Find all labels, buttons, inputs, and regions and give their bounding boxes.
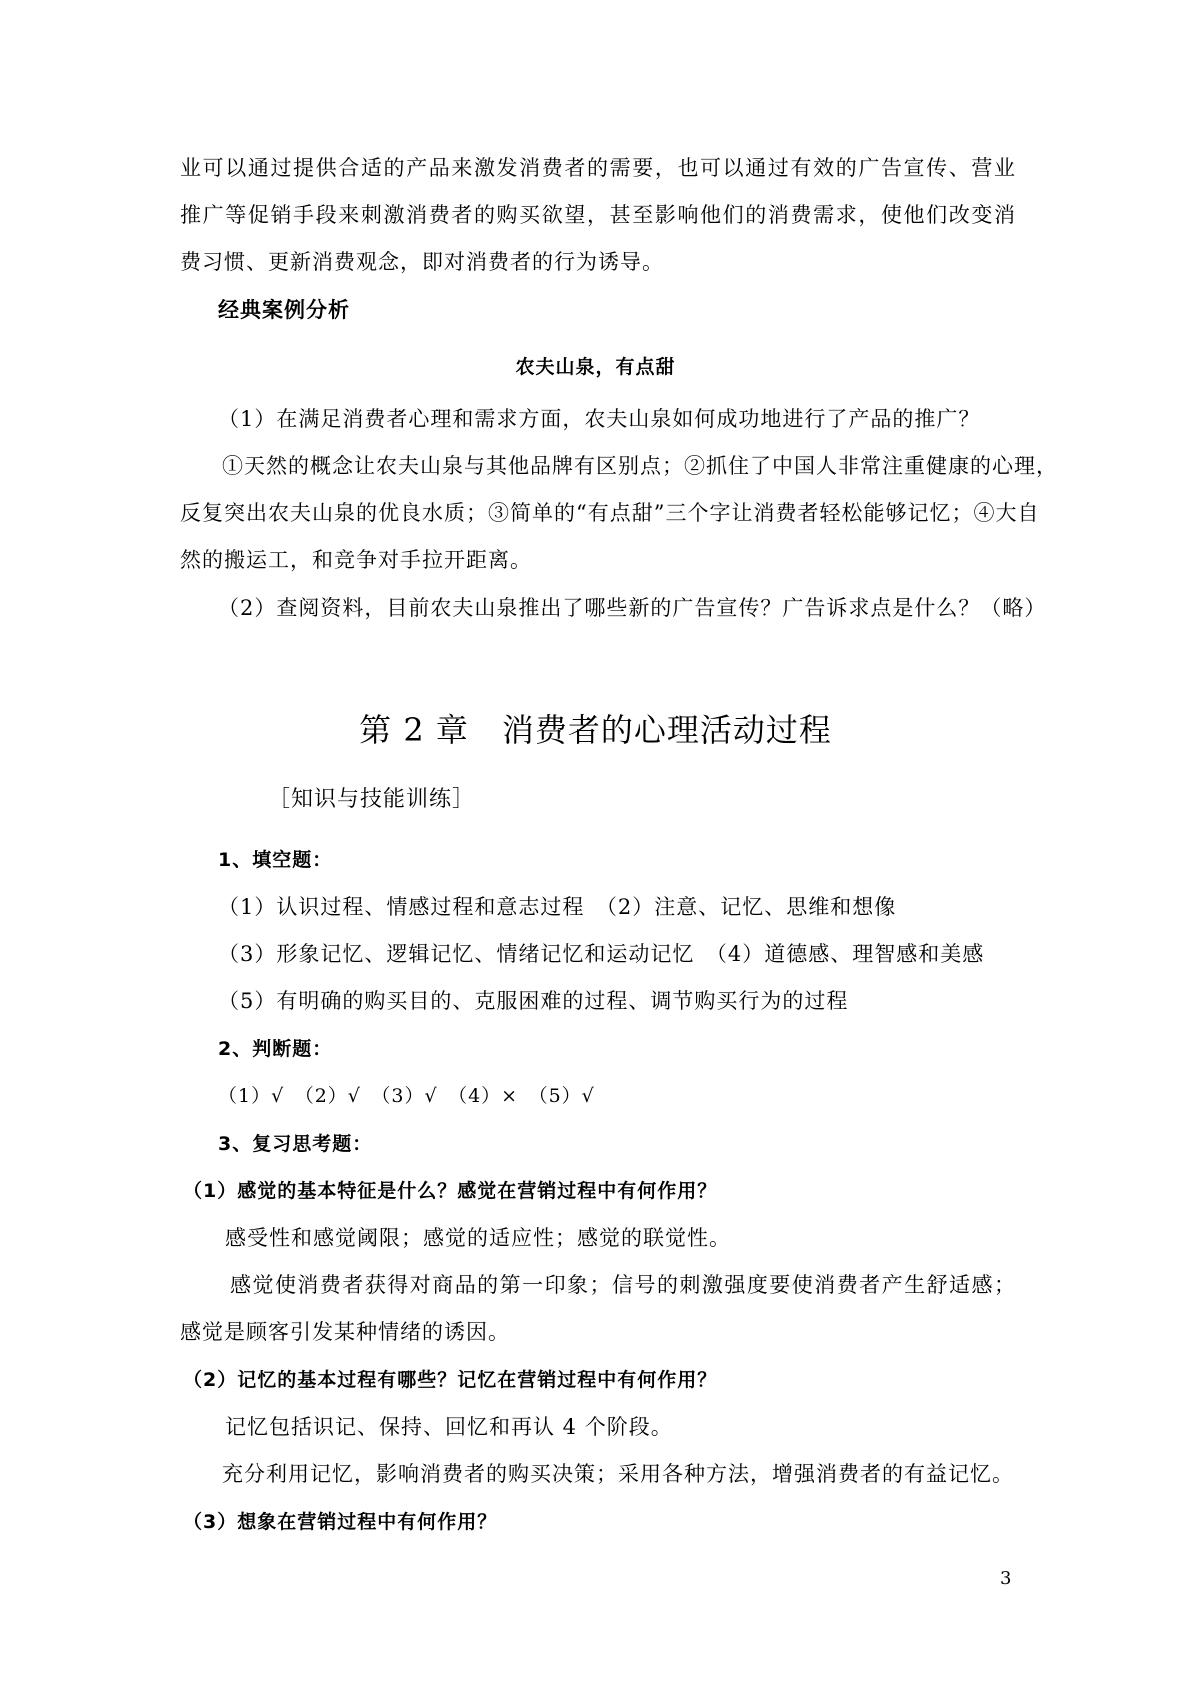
chapter-title: 第 2 章 消费者的心理活动过程 — [359, 711, 832, 749]
case-heading: 经典案例分析 — [218, 298, 350, 322]
review-answer-1-line-1: 感受性和感觉阈限；感觉的适应性；感觉的联觉性。 — [225, 1226, 731, 1250]
review-heading: 3、复习思考题： — [218, 1133, 373, 1155]
review-answer-1-line-3: 感觉是顾客引发某种情绪的诱因。 — [180, 1320, 510, 1344]
judge-heading: 2、判断题： — [218, 1038, 333, 1060]
intro-paragraph-line-2: 推广等促销手段来刺激消费者的购买欲望，甚至影响他们的消费需求，使他们改变消 — [180, 203, 1016, 227]
review-answer-2-line-2: 充分利用记忆，影响消费者的购买决策；采用各种方法，增强消费者的有益记忆。 — [222, 1462, 1014, 1486]
page-number: 3 — [1000, 1568, 1012, 1589]
review-answer-1-line-2: 感觉使消费者获得对商品的第一印象；信号的刺激强度要使消费者产生舒适感； — [230, 1273, 1016, 1297]
fill-blank-heading: 1、填空题： — [218, 849, 333, 871]
case-title: 农夫山泉，有点甜 — [515, 356, 676, 378]
case-answer-1-line-1: ①天然的概念让农夫山泉与其他品牌有区别点；②抓住了中国人非常注重健康的心理， — [222, 454, 1058, 478]
case-question-2: （2）查阅资料，目前农夫山泉推出了哪些新的广告宣传？广告诉求点是什么？（略） — [218, 596, 1047, 620]
fill-blank-line-1: （1）认识过程、情感过程和意志过程 （2）注意、记忆、思维和想像 — [218, 895, 897, 919]
review-answer-2-line-1: 记忆包括识记、保持、回忆和再认 4 个阶段。 — [225, 1415, 673, 1439]
review-question-1: （1）感觉的基本特征是什么？感觉在营销过程中有何作用？ — [183, 1180, 718, 1202]
intro-paragraph-line-1: 业可以通过提供合适的产品来激发消费者的需要，也可以通过有效的广告宣传、营业 — [180, 156, 1016, 180]
intro-paragraph-line-3: 费习惯、更新消费观念，即对消费者的行为诱导。 — [180, 250, 664, 274]
judge-answers: （1）√ （2）√ （3）√ （4）× （5）√ — [218, 1085, 595, 1107]
case-answer-1-line-2: 反复突出农夫山泉的优良水质；③简单的“有点甜”三个字让消费者轻松能够记忆；④大自 — [180, 501, 1040, 525]
case-question-1: （1）在满足消费者心理和需求方面，农夫山泉如何成功地进行了产品的推广？ — [218, 407, 981, 431]
review-question-2: （2）记忆的基本过程有哪些？记忆在营销过程中有何作用？ — [183, 1369, 718, 1391]
case-answer-1-line-3: 然的搬运工，和竞争对手拉开距离。 — [180, 548, 532, 572]
fill-blank-line-2: （3）形象记忆、逻辑记忆、情绪记忆和运动记忆 （4）道德感、理智感和美感 — [218, 942, 985, 966]
fill-blank-line-3: （5）有明确的购买目的、克服困难的过程、调节购买行为的过程 — [218, 989, 849, 1013]
training-heading: ［知识与技能训练］ — [268, 787, 476, 812]
review-question-3: （3）想象在营销过程中有何作用？ — [183, 1511, 498, 1533]
